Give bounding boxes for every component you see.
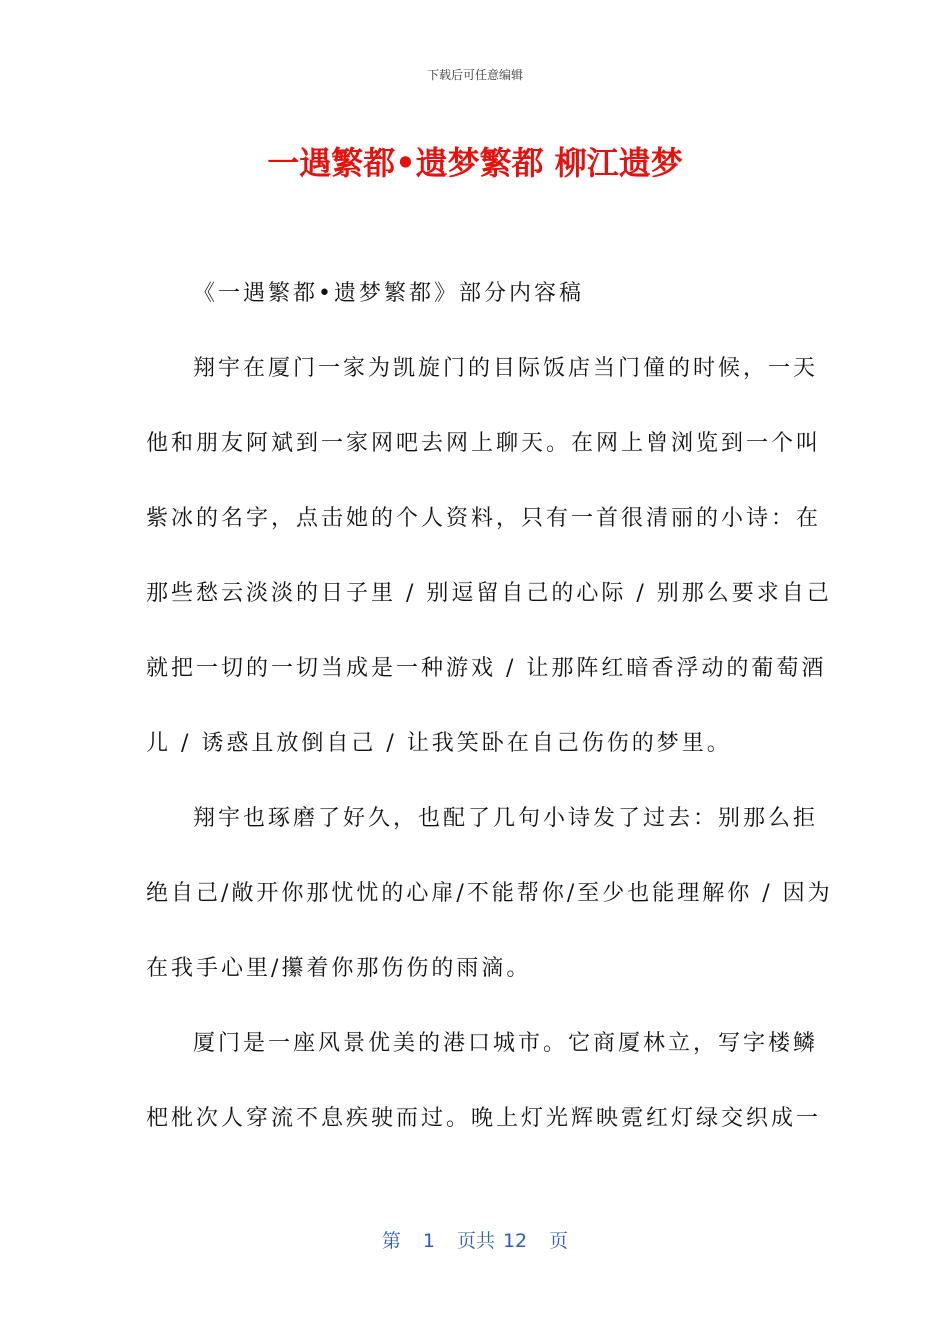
page-number-current: 1: [422, 1230, 435, 1252]
page-footer: [0, 1226, 950, 1253]
page-label-post: 页: [549, 1230, 569, 1252]
body-line: 《一遇繁都•遗梦繁都》部分内容稿: [193, 281, 584, 306]
document-title: 一遇繁都•遗梦繁都 柳江遗梦: [267, 144, 683, 182]
body-line: 他和朋友阿斌到一家网吧去网上聊天。在网上曾浏览到一个叫: [146, 431, 822, 456]
body-line: 在我手心里/攥着你那伤伤的雨滴。: [146, 956, 532, 981]
page-label-pre: 第: [381, 1230, 401, 1252]
page-number-total: 12: [502, 1230, 528, 1252]
body-line: 紫冰的名字，点击她的个人资料，只有一首很清丽的小诗：在: [146, 506, 822, 531]
body-line: 那些愁云淡淡的日子里 / 别逗留自己的心际 / 别那么要求自己: [146, 581, 832, 606]
body-line: 儿 / 诱惑且放倒自己 / 让我笑卧在自己伤伤的梦里。: [146, 731, 732, 756]
header-note: 下载后可任意编辑: [426, 68, 523, 82]
body-line: 就把一切的一切当成是一种游戏 / 让那阵红暗香浮动的葡萄酒: [146, 656, 827, 681]
body-line: 杷枇次人穿流不息疾驶而过。晚上灯光辉映霓红灯绿交织成一: [146, 1106, 822, 1131]
body-line: 绝自己/敞开你那忧忧的心扉/不能帮你/至少也能理解你 / 因为: [146, 881, 833, 906]
page-label-mid: 页共: [456, 1230, 495, 1252]
body-line: 厦门是一座风景优美的港口城市。它商厦林立，写字楼鳞: [193, 1031, 819, 1056]
body-line: 翔宇也琢磨了好久，也配了几句小诗发了过去：别那么拒: [193, 806, 819, 831]
body-line: 翔宇在厦门一家为凯旋门的目际饭店当门僮的时候，一天: [193, 356, 819, 381]
document-body: [146, 268, 833, 1168]
